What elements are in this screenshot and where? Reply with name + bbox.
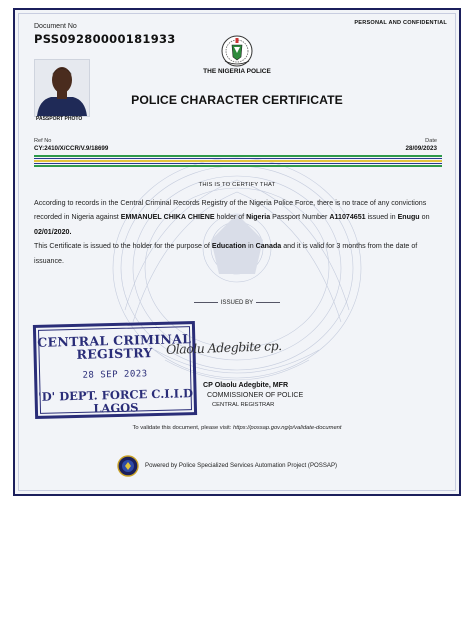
passport-photo bbox=[34, 59, 90, 117]
issued-by: ISSUED BY bbox=[185, 299, 289, 306]
holder-name: EMMANUEL CHIKA CHIENE bbox=[120, 213, 215, 222]
destination: Canada bbox=[255, 242, 282, 251]
issue-date: 28/09/2023 bbox=[405, 145, 437, 152]
stamp-line-1: CENTRAL CRIMINAL bbox=[37, 331, 192, 350]
paragraph-2: This Certificate is issued to the holder for the purpose of Education in Canada and it is valid for 3 months from the date of issuance. bbox=[34, 242, 418, 265]
ref-label: Ref No bbox=[34, 138, 52, 144]
paragraph-1: According to records in the Central Criminal Records Registry of the Nigeria Police Force, there is no trace of any convictions recorded in Nigeria against EMMANUEL CHIKA CHIENE holder of Nigeria Passport Number A11074651 issued in Enugu on 02/01/2020. bbox=[34, 199, 430, 236]
passport-issue-date: 02/01/2020. bbox=[34, 227, 72, 236]
possap-logo-icon bbox=[117, 455, 139, 477]
stamp-line-2: REGISTRY bbox=[76, 345, 153, 362]
document-number: PSS09280000181933 bbox=[34, 32, 176, 46]
passport-number: A11074651 bbox=[329, 213, 366, 222]
certify-heading: THIS IS TO CERTIFY THAT bbox=[198, 182, 276, 188]
signature: Olaolu Adegbite cp. bbox=[165, 337, 282, 358]
certificate-title: POLICE CHARACTER CERTIFICATE bbox=[131, 93, 343, 107]
validation-note: To validate this document, please visit: https://possap.gov.ng/p/validate-document bbox=[132, 425, 342, 431]
passport-photo-label: PASSPORT PHOTO bbox=[36, 116, 83, 122]
nigeria-police-crest-icon bbox=[219, 33, 255, 69]
date-label: Date bbox=[425, 138, 437, 144]
stamp-line-4: LAGOS bbox=[93, 400, 139, 416]
purpose: Education bbox=[211, 242, 247, 251]
holder-country: Nigeria bbox=[246, 213, 271, 222]
stamp-date: 28 SEP 2023 bbox=[82, 369, 148, 381]
powered-by-text: Powered by Police Specialized Services Automation Project (POSSAP) bbox=[145, 462, 338, 469]
document-number-label: Document No bbox=[34, 23, 77, 30]
validation-link[interactable]: https://possap.gov.ng/p/validate-document bbox=[233, 425, 342, 431]
signer-title: COMMISSIONER OF POLICE bbox=[207, 391, 304, 399]
registry-stamp bbox=[33, 321, 197, 419]
agency-name: THE NIGERIA POLICE bbox=[203, 68, 271, 75]
color-stripes bbox=[34, 155, 442, 168]
classification-label: PERSONAL AND CONFIDENTIAL bbox=[354, 20, 447, 26]
signer-name: CP Olaolu Adegbite, MFR bbox=[203, 381, 289, 389]
ref-number: CY:2410/X/CCR/V.9/18699 bbox=[34, 145, 109, 152]
issue-place: Enugu bbox=[397, 213, 420, 222]
certificate-body bbox=[34, 196, 444, 268]
stamp-line-3: 'D' DEPT. FORCE C.I.I.D bbox=[38, 386, 194, 404]
signer-office: CENTRAL REGISTRAR bbox=[212, 402, 275, 408]
certificate bbox=[13, 8, 461, 496]
